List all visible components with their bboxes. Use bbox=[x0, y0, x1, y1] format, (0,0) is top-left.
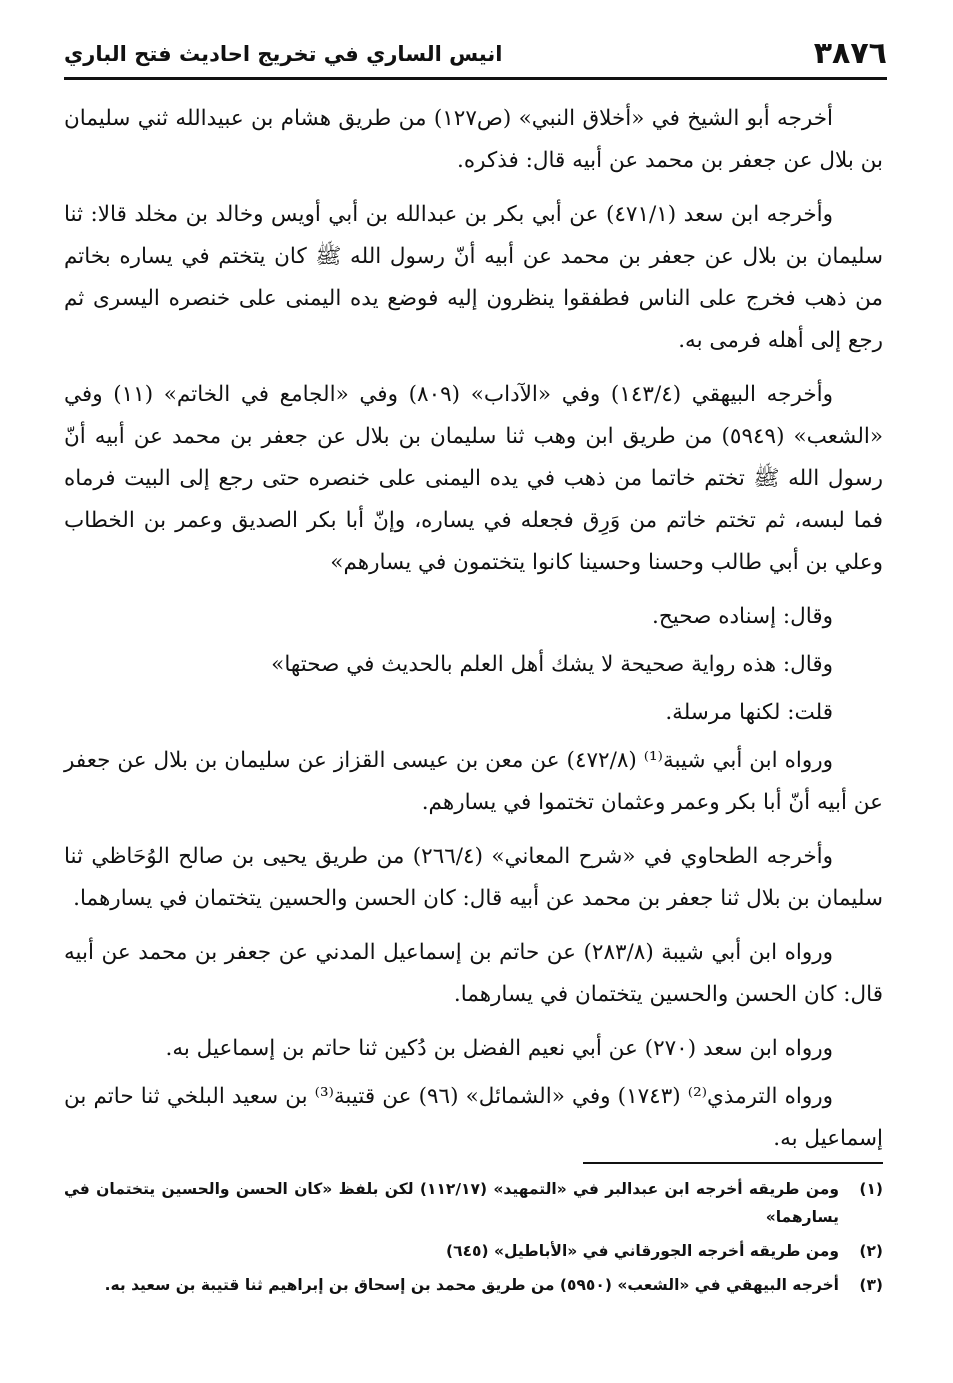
page-header bbox=[64, 34, 887, 80]
paragraph-mursala: قلت: لكنها مرسلة. bbox=[665, 700, 833, 725]
paragraph-riwaya-sahiha: وقال: هذه رواية صحيحة لا يشك أهل العلم بالحديث في صحتها» bbox=[271, 652, 833, 677]
paragraph-ibn-abi-shayba-1: ورواه ابن أبي شيبة⁽¹⁾ (٤٧٢/٨) عن معن بن عيسى القزاز عن سليمان بن بلال عن جعفر عن أبيه أنّ أبا بكر وعمر وعثمان تختموا في يسارهم. bbox=[64, 748, 883, 815]
paragraph-ibn-saad: وأخرجه ابن سعد (٤٧١/١) عن أبي بكر بن عبدالله بن أبي أويس وخالد بن مخلد قالا: ثنا سليمان بن بلال عن جعفر بن محمد عن أبيه أنّ رسول الله ﷺ كان يتختم في يساره بخاتم من ذهب فخرج على الناس فطفقوا ينظرون إليه فوضع يده اليمنى على خنصره اليسرى ثم رجع إلى أهله فرمى به. bbox=[64, 202, 883, 353]
paragraph-tahawi: وأخرجه الطحاوي في «شرح المعاني» (٢٦٦/٤) من طريق يحيى بن صالح الوُحَاظي ثنا سليمان بن بلال ثنا جعفر بن محمد عن أبيه قال: كان الحسن والحسين يتختمان في يسارهما. bbox=[64, 844, 883, 911]
footnote-text: ومن طريقه أخرجه الجورقاني في «الأباطيل» (٦٤٥) bbox=[446, 1242, 839, 1260]
footnote-number: (١) bbox=[859, 1180, 883, 1198]
footnote-1 bbox=[64, 1175, 883, 1231]
paragraph-ibn-abi-shayba-2: ورواه ابن أبي شيبة (٢٨٣/٨) عن حاتم بن إسماعيل المدني عن جعفر بن محمد عن أبيه قال: كان الحسن والحسين يتختمان في يسارهما. bbox=[64, 940, 883, 1007]
footnotes bbox=[64, 1175, 883, 1305]
footnote-number: (٢) bbox=[859, 1242, 883, 1260]
footnote-3 bbox=[64, 1271, 883, 1299]
page-number: ٣٨٧٦ bbox=[813, 36, 887, 71]
footnote-number: (٣) bbox=[859, 1276, 883, 1294]
footnote-text: ومن طريقه أخرجه ابن عبدالبر في «التمهيد» (١١٢/١٧) لكن بلفظ «كان الحسن والحسين يتختمان في يسارهما» bbox=[64, 1180, 840, 1226]
paragraph-tirmidhi: ورواه الترمذي⁽²⁾ (١٧٤٣) وفي «الشمائل» (٩٦) عن قتيبة⁽³⁾ بن سعيد البلخي ثنا حاتم بن إسماعيل به. bbox=[64, 1084, 883, 1151]
footnote-2 bbox=[64, 1237, 883, 1265]
running-title: انيس الساري في تخريج احاديث فتح الباري bbox=[64, 41, 503, 66]
paragraph-bayhaqi: وأخرجه البيهقي (١٤٣/٤) وفي «الآداب» (٨٠٩) وفي «الجامع في الخاتم» (١١) وفي «الشعب» (٥٩٤٩) من طريق ابن وهب ثنا سليمان بن بلال عن جعفر بن محمد عن أبيه أنّ رسول الله ﷺ تختم خاتما من ذهب في يده اليمنى على خنصره حتى رجع إلى البيت فرماه فما لبسه، ثم تختم خاتم من وَرِق فجعله في يساره، وإنّ أبا بكر الصديق وعمر بن الخطاب وعلي بن أبي طالب وحسنا وحسينا كانوا يتختمون في يسارهم» bbox=[64, 382, 884, 575]
paragraph-abu-al-shaykh: أخرجه أبو الشيخ في «أخلاق النبي» (ص١٢٧) من طريق هشام بن عبيدالله ثني سليمان بن بلال عن جعفر بن محمد عن أبيه قال: فذكره. bbox=[64, 106, 883, 173]
footnote-text: أخرجه البيهقي في «الشعب» (٥٩٥٠) من طريق محمد بن إسحاق بن إبراهيم ثنا قتيبة بن سعيد به. bbox=[104, 1276, 839, 1294]
paragraph-isnad-sahih: وقال: إسناده صحيح. bbox=[652, 604, 833, 629]
main-text bbox=[64, 98, 883, 1172]
footnote-divider bbox=[583, 1162, 883, 1164]
paragraph-ibn-saad-2: ورواه ابن سعد (٢٧٠) عن أبي نعيم الفضل بن دُكين ثنا حاتم بن إسماعيل به. bbox=[165, 1036, 833, 1061]
